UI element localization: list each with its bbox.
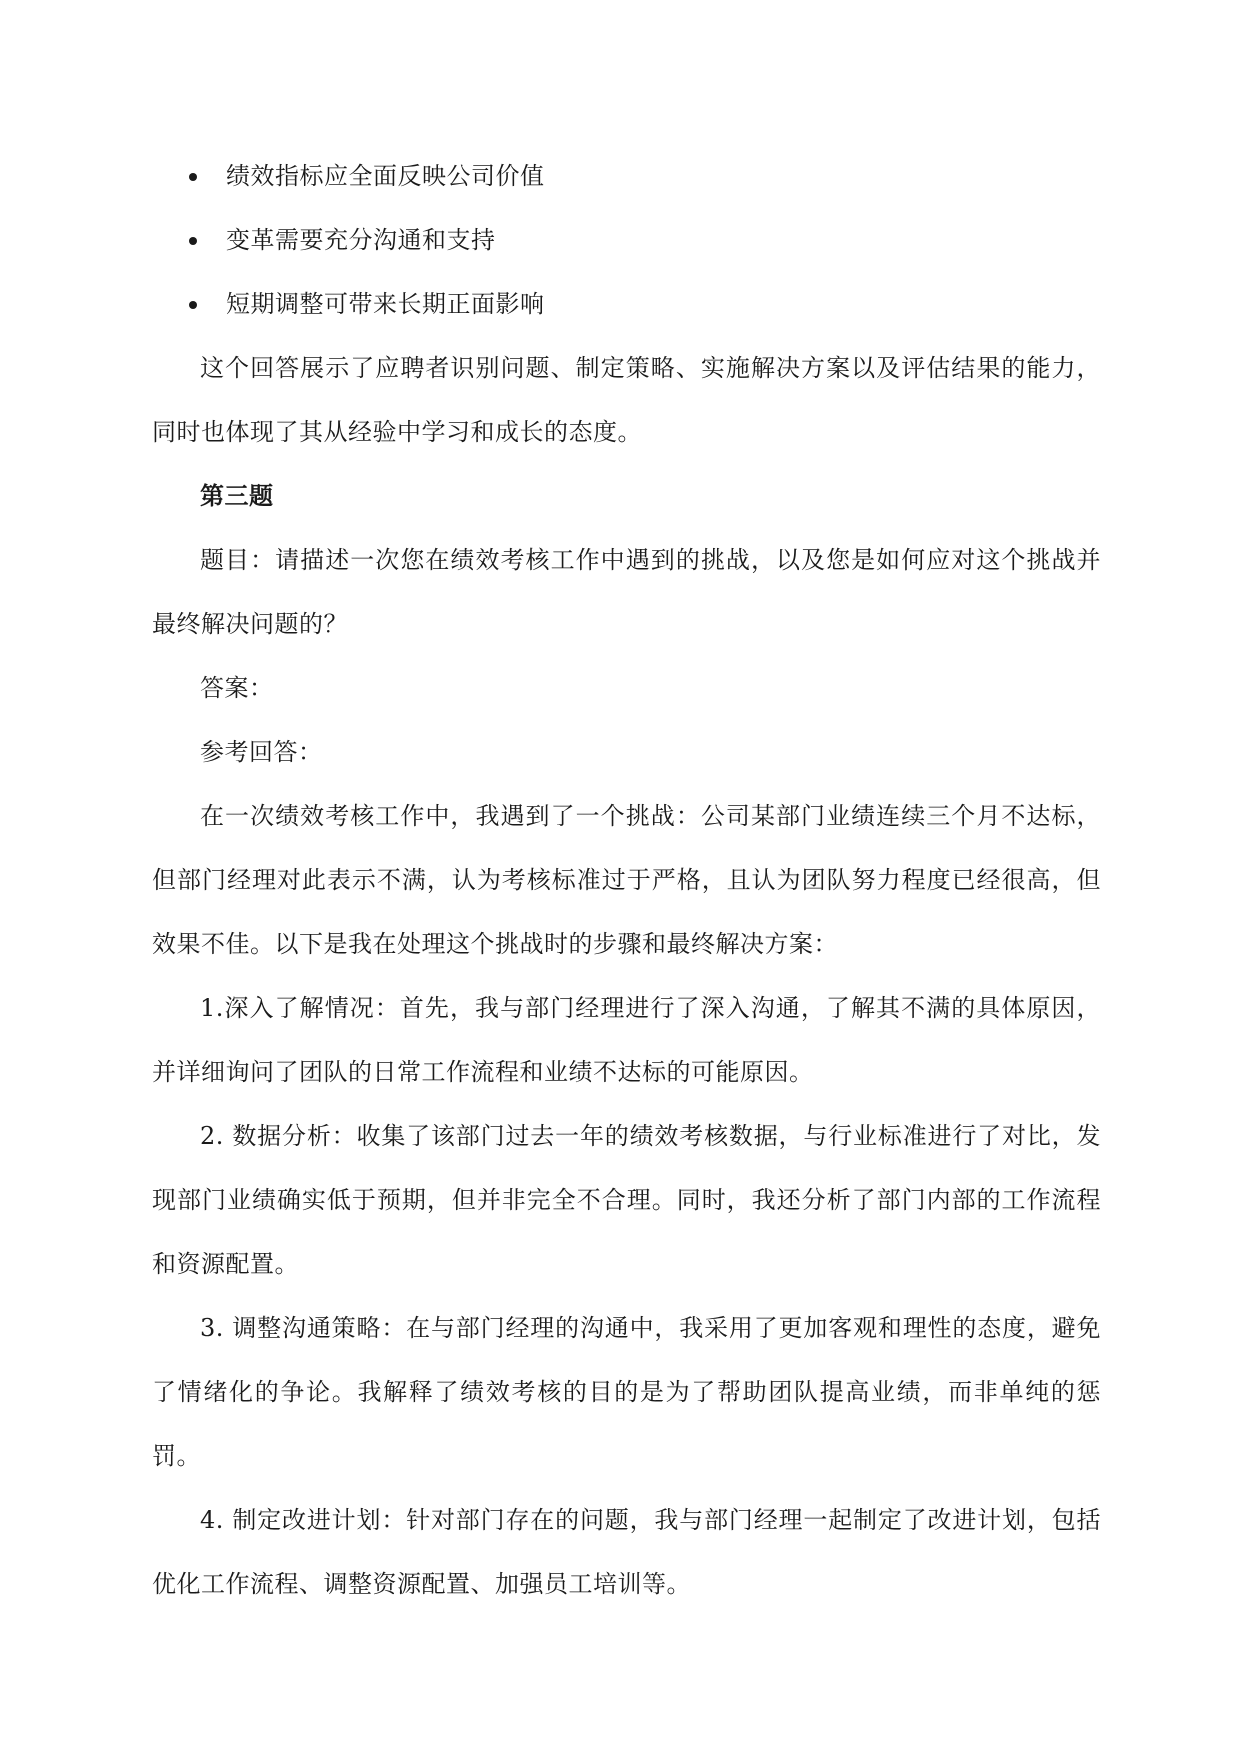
list-item: 变革需要充分沟通和支持	[152, 208, 1101, 272]
section-title: 第三题	[200, 481, 274, 510]
bullet-icon	[189, 173, 197, 181]
step-paragraph: 4. 制定改进计划：针对部门存在的问题，我与部门经理一起制定了改进计划，包括优化工作流程、调整资源配置、加强员工培训等。	[152, 1506, 1101, 1598]
bullet-icon	[189, 237, 197, 245]
reference-label: 参考回答：	[200, 738, 323, 766]
question-paragraph: 题目：请描述一次您在绩效考核工作中遇到的挑战，以及您是如何应对这个挑战并最终解决问题的？	[152, 546, 1101, 638]
answer-label: 答案：	[200, 674, 274, 702]
list-item: 短期调整可带来长期正面影响	[152, 272, 1101, 336]
step-paragraph: 1.深入了解情况：首先，我与部门经理进行了深入沟通，了解其不满的具体原因，并详细询问了团队的日常工作流程和业绩不达标的可能原因。	[152, 994, 1101, 1086]
bullet-icon	[189, 301, 197, 309]
intro-paragraph: 在一次绩效考核工作中，我遇到了一个挑战：公司某部门业绩连续三个月不达标，但部门经理对此表示不满，认为考核标准过于严格，且认为团队努力程度已经很高，但效果不佳。以下是我在处理这个挑战时的步骤和最终解决方案：	[152, 802, 1101, 958]
summary-paragraph: 这个回答展示了应聘者识别问题、制定策略、实施解决方案以及评估结果的能力，同时也体现了其从经验中学习和成长的态度。	[152, 354, 1101, 446]
step-paragraph: 2. 数据分析：收集了该部门过去一年的绩效考核数据，与行业标准进行了对比，发现部门业绩确实低于预期，但并非完全不合理。同时，我还分析了部门内部的工作流程和资源配置。	[152, 1122, 1101, 1278]
list-item: 绩效指标应全面反映公司价值	[152, 144, 1101, 208]
lessons-list	[152, 144, 1101, 336]
step-paragraph: 3. 调整沟通策略：在与部门经理的沟通中，我采用了更加客观和理性的态度，避免了情绪化的争论。我解释了绩效考核的目的是为了帮助团队提高业绩，而非单纯的惩罚。	[152, 1314, 1101, 1470]
